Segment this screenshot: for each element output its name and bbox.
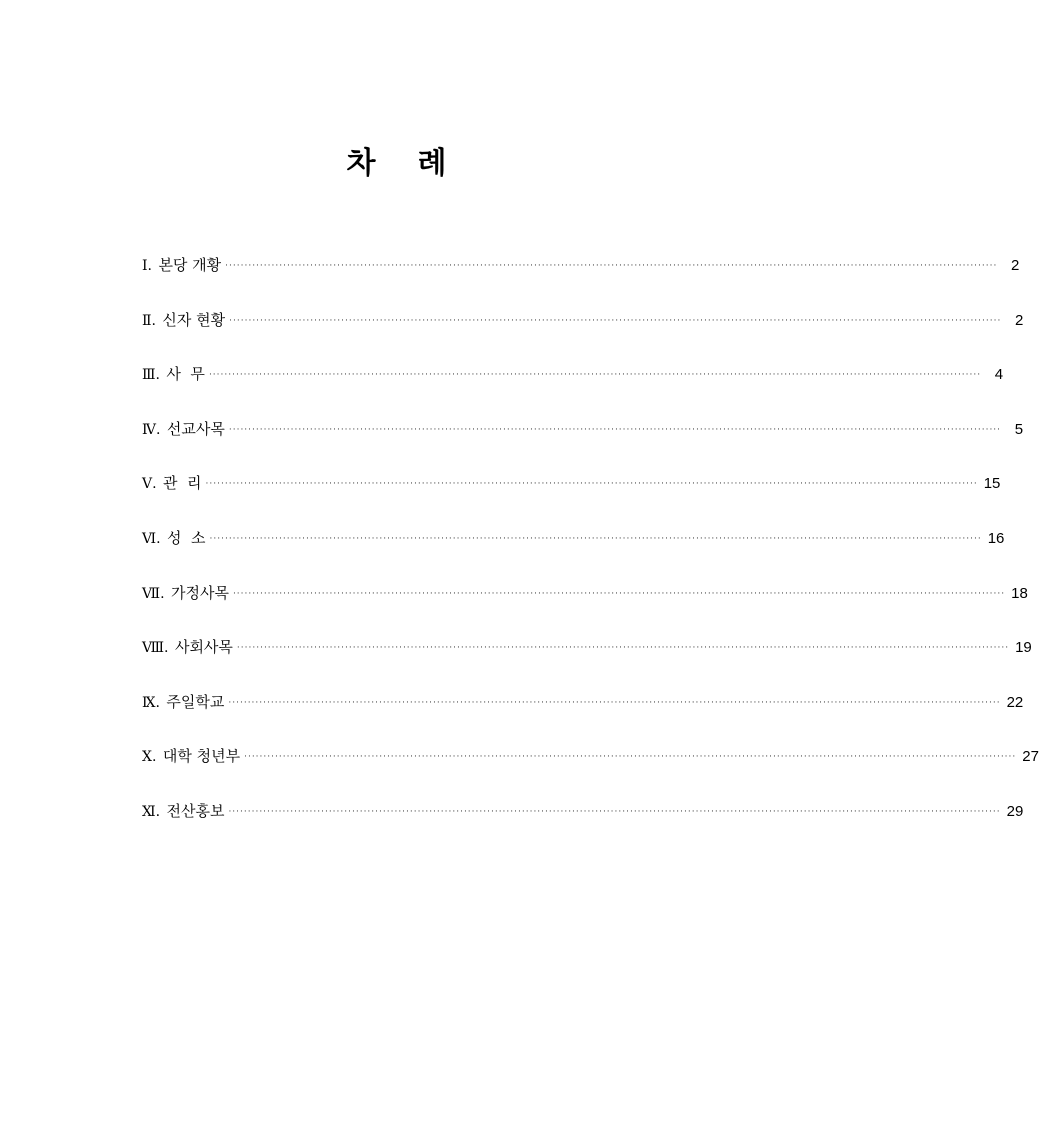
toc-entry-page: 16 [987, 529, 1005, 547]
toc-entry-1 [142, 252, 1020, 307]
toc-entry-page: 27 [1022, 748, 1039, 766]
toc-entry-page: 5 [1014, 420, 1024, 438]
toc-entry-number: Ⅲ. [142, 367, 165, 384]
table-of-contents [142, 252, 1039, 853]
toc-entry-4 [142, 416, 1024, 471]
toc-entry-label: 가정사목 [170, 583, 229, 602]
toc-entry-label: 대학 청년부 [162, 747, 241, 766]
toc-entry-10 [142, 743, 1039, 798]
toc-entry-page: 22 [1006, 693, 1024, 711]
toc-entry-2 [142, 307, 1024, 362]
toc-leader-dots: ········································································································································································································ [232, 588, 1006, 599]
toc-entry-number: Ⅴ. [142, 476, 162, 493]
toc-leader-dots: ········································································································································································································ [208, 370, 982, 381]
toc-entry-number: Ⅸ. [142, 694, 165, 711]
toc-entry-page: 18 [1011, 584, 1028, 602]
toc-entry-page: 2 [1011, 257, 1020, 274]
toc-entry-number: Ⅱ. [142, 312, 161, 329]
toc-entry-label: 전산홍보 [166, 801, 225, 820]
toc-entry-page: 15 [983, 475, 1001, 493]
toc-entry-label: 본당 개황 [158, 256, 222, 274]
page-title [0, 140, 793, 188]
toc-entry-number: Ⅷ. [142, 640, 173, 657]
toc-entry-page: 29 [1006, 802, 1024, 820]
toc-entry-label: 사회사목 [174, 638, 233, 657]
toc-entry-6 [142, 525, 1005, 580]
toc-entry-number: Ⅶ. [142, 585, 169, 602]
toc-entry-number: Ⅹ. [142, 749, 161, 766]
toc-entry-label: 성 소 [166, 528, 206, 547]
toc-entry-number: Ⅵ. [142, 530, 165, 547]
toc-leader-dots: ········································································································································································································ [228, 424, 1002, 435]
toc-entry-label: 관 리 [163, 474, 202, 493]
toc-leader-dots: ········································································································································································································ [205, 479, 978, 490]
toc-entry-number: Ⅺ. [142, 803, 165, 820]
toc-entry-label: 신자 현황 [162, 310, 226, 329]
toc-entry-3 [142, 361, 1004, 416]
toc-entry-7 [142, 580, 1028, 635]
toc-leader-dots: ········································································································································································································ [244, 752, 1017, 763]
toc-leader-dots: ········································································································································································································ [228, 806, 1001, 817]
toc-entry-label: 주일학교 [166, 692, 225, 711]
toc-entry-number: Ⅳ. [142, 421, 165, 438]
toc-entry-5 [142, 470, 1001, 525]
toc-leader-dots: ········································································································································································································ [228, 697, 1001, 708]
toc-entry-label: 사 무 [166, 365, 205, 384]
title-char-1: 차 [346, 146, 376, 181]
toc-entry-page: 4 [994, 366, 1004, 384]
toc-leader-dots: ········································································································································································································ [209, 533, 982, 544]
toc-entry-11 [142, 798, 1024, 853]
toc-entry-label: 선교사목 [166, 419, 225, 438]
toc-entry-page: 19 [1015, 639, 1032, 657]
toc-entry-number: Ⅰ. [142, 258, 157, 274]
toc-leader-dots: ········································································································································································································ [225, 261, 998, 271]
toc-entry-page: 2 [1014, 311, 1024, 329]
toc-leader-dots: ········································································································································································································ [229, 315, 1002, 326]
toc-entry-9 [142, 689, 1024, 744]
title-char-2: 례 [417, 146, 447, 181]
toc-entry-8 [142, 634, 1032, 689]
toc-leader-dots: ········································································································································································································ [236, 643, 1010, 654]
